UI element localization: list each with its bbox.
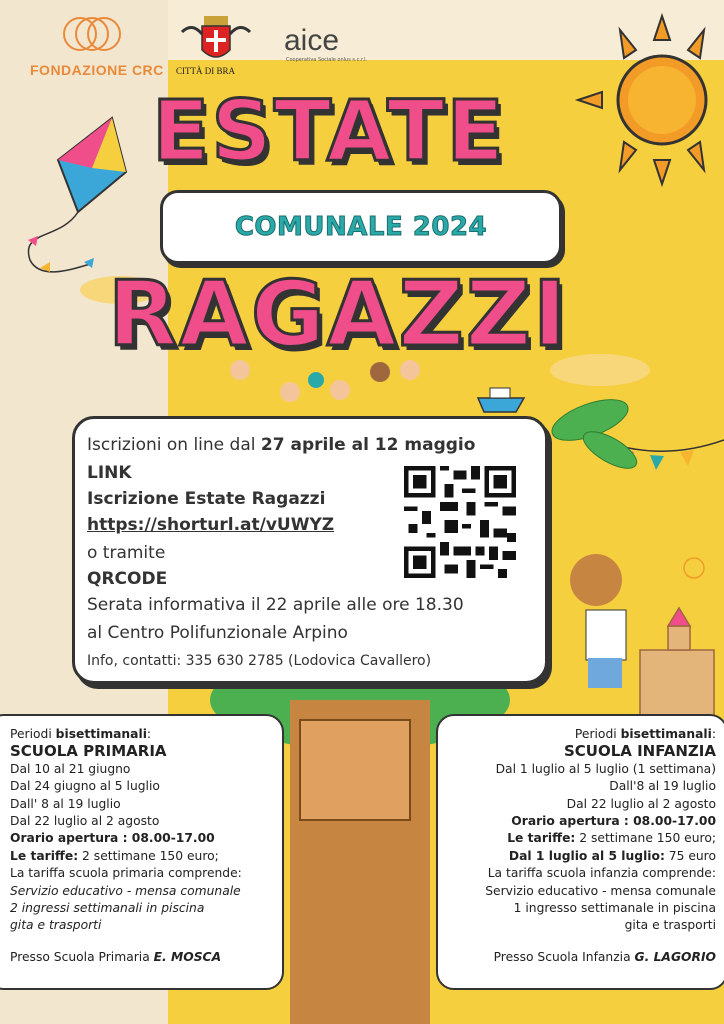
- primaria-servizio: Servizio educativo - mensa comunale: [10, 883, 241, 898]
- registration-link[interactable]: https://shorturl.at/vUWYZ: [87, 515, 335, 535]
- primaria-panel: [0, 714, 284, 990]
- title-estate: ESTATE: [152, 82, 506, 180]
- subtitle-comunale: COMUNALE 2024: [234, 212, 488, 242]
- contacts-text: Info, contatti: 335 630 2785 (Lodovica Cavallero): [87, 653, 432, 669]
- qr-code-icon[interactable]: [404, 466, 516, 578]
- infanzia-tariffe: Le tariffe: 2 settimane 150 euro;: [507, 831, 716, 846]
- boat-icon: [478, 388, 524, 412]
- sand-castle-icon: [640, 608, 714, 716]
- aice-logo: aice: [284, 24, 340, 57]
- link-title: Iscrizione Estate Ragazzi: [87, 489, 326, 509]
- citta-di-bra-logo: CITTÀ DI BRA: [176, 66, 235, 76]
- infanzia-orario: Orario apertura : 08.00-17.00: [511, 814, 716, 829]
- infanzia-servizio: Servizio educativo - mensa comunale: [485, 883, 716, 898]
- infanzia-date: Dal 1 luglio al 5 luglio (1 settimana): [495, 761, 716, 776]
- kite-icon: [28, 118, 126, 272]
- subtitle-box: [160, 190, 562, 264]
- infanzia-periodi: Periodi bisettimanali:: [574, 727, 716, 741]
- primaria-periodi: Periodi bisettimanali:: [10, 727, 152, 741]
- sun-icon: [578, 16, 706, 184]
- infanzia-servizio: gita e trasporti: [624, 918, 716, 933]
- primaria-date: Dal 24 giugno al 5 luglio: [10, 779, 160, 794]
- title-ragazzi: RAGAZZI: [108, 262, 569, 367]
- primaria-heading: SCUOLA PRIMARIA: [10, 742, 167, 761]
- infanzia-servizio: 1 ingresso settimanale in piscina: [513, 901, 716, 916]
- boy-drawing-illustration: [570, 554, 626, 688]
- aice-subtitle: Cooperativa Sociale onlus s.c.r.l.: [286, 57, 368, 63]
- primaria-tariffe: Le tariffe: 2 settimane 150 euro;: [10, 848, 219, 863]
- palm-leaf-icon: [547, 391, 642, 475]
- primaria-servizio: gita e trasporti: [10, 918, 102, 933]
- link-label: LINK: [87, 463, 132, 483]
- city-crest-icon: [176, 12, 256, 66]
- primaria-presso: Presso Scuola Primaria E. MOSCA: [10, 949, 222, 964]
- infanzia-date: Dal 22 luglio al 2 agosto: [566, 796, 716, 811]
- primaria-comprende: La tariffa scuola primaria comprende:: [10, 866, 242, 881]
- infanzia-presso: Presso Scuola Infanzia G. LAGORIO: [493, 949, 716, 964]
- fondazione-logo-icon: [60, 12, 124, 58]
- infanzia-luglio-tariffa: Dal 1 luglio al 5 luglio: 75 euro: [508, 848, 716, 863]
- serata-text: Serata informativa il 22 aprile alle ore 18.30: [87, 595, 464, 615]
- infanzia-comprende: La tariffa scuola infanzia comprende:: [487, 866, 716, 881]
- infanzia-panel: [436, 714, 724, 990]
- primaria-date: Dall' 8 al 19 luglio: [10, 796, 121, 811]
- primaria-date: Dal 22 luglio al 2 agosto: [10, 814, 160, 829]
- centro-text: al Centro Polifunzionale Arpino: [87, 623, 348, 643]
- fondazione-crc-logo: FONDAZIONE CRC: [30, 62, 164, 78]
- primaria-orario: Orario apertura : 08.00-17.00: [10, 831, 215, 846]
- primaria-date: Dal 10 al 21 giugno: [10, 761, 131, 776]
- infanzia-date: Dall'8 al 19 luglio: [609, 779, 716, 794]
- infanzia-heading: SCUOLA INFANZIA: [563, 742, 716, 761]
- iscrizioni-line: Iscrizioni on line dal 27 aprile al 12 maggio: [87, 435, 476, 455]
- primaria-servizio: 2 ingressi settimanali in piscina: [10, 901, 205, 916]
- qrcode-label: QRCODE: [87, 569, 168, 589]
- tramite-text: o tramite: [87, 543, 166, 563]
